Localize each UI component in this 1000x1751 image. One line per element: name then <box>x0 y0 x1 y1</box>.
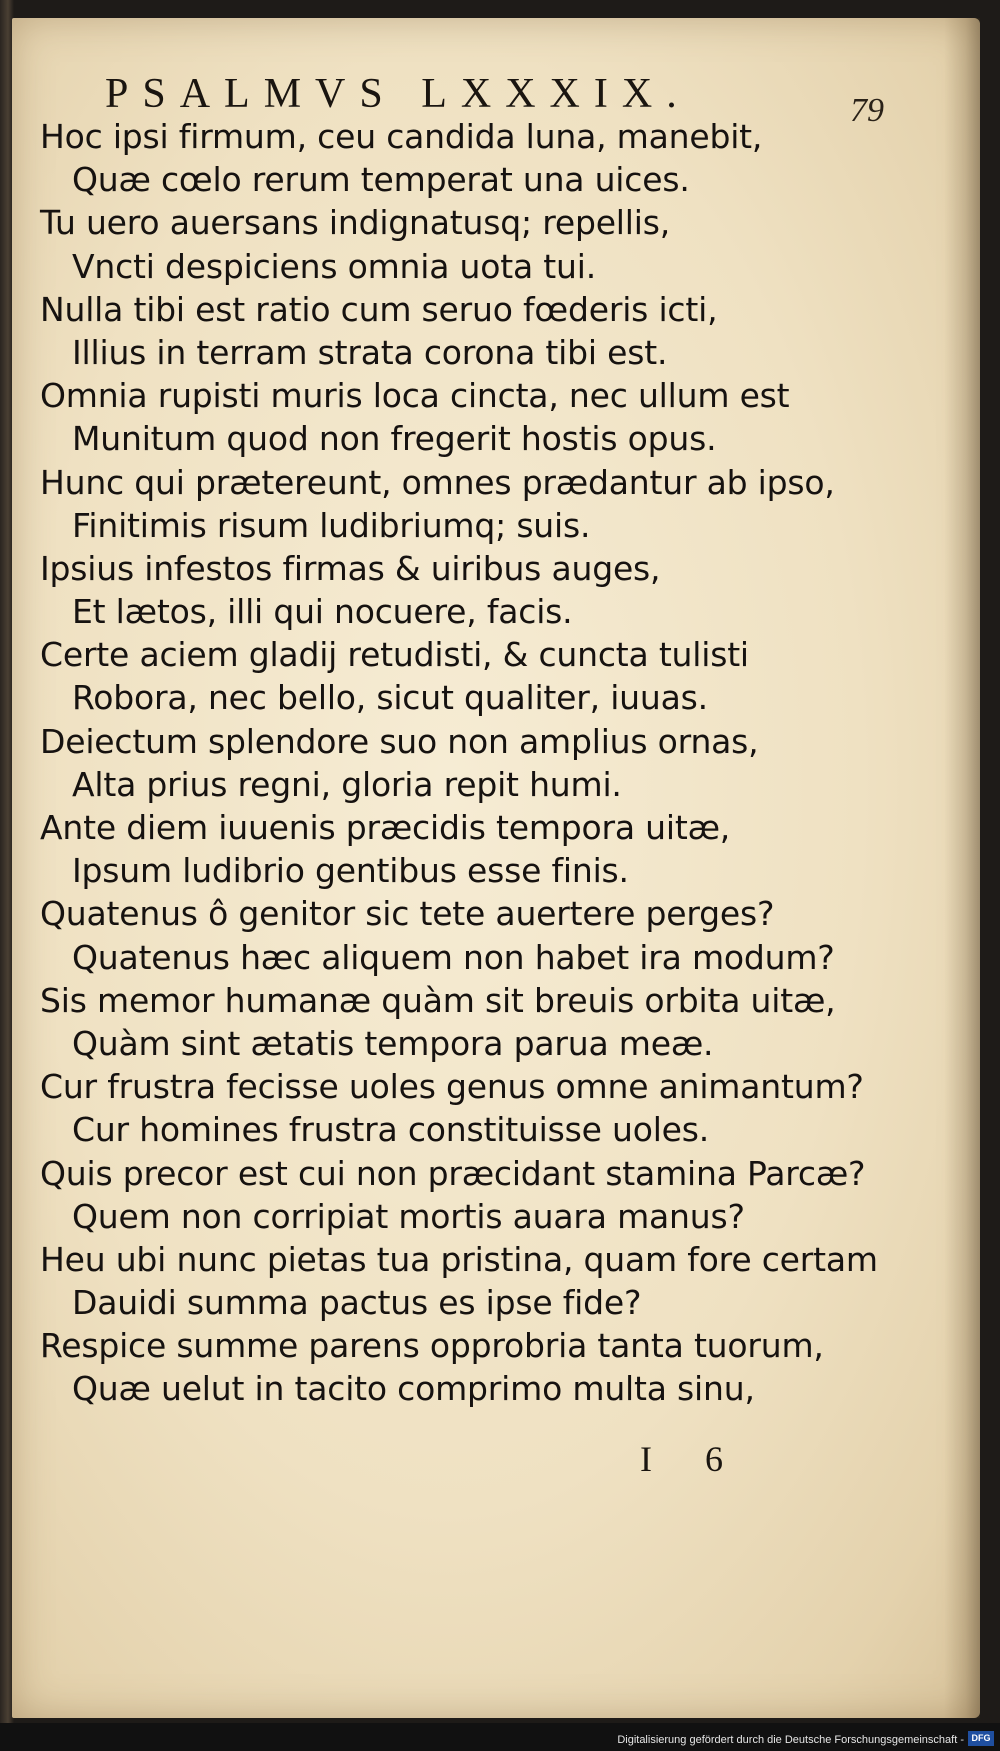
dfg-logo: DFG <box>968 1731 994 1746</box>
running-headline: PSALMVS LXXXIX. <box>105 71 691 117</box>
verse-line: Omnia rupisti muris loca cincta, nec ullum est <box>40 376 790 416</box>
verse-line: Heu ubi nunc pietas tua pristina, quam fore certam <box>40 1239 878 1279</box>
page-number: 79 <box>850 92 884 129</box>
verse-line: Cur homines frustra constituisse uoles. <box>72 1110 710 1150</box>
verse-line: Ante diem iuuenis præcidis tempora uitæ, <box>40 808 731 847</box>
verse-line: Certe aciem gladij retudisti, & cuncta tulisti <box>40 635 749 675</box>
verse-line: Munitum quod non fregerit hostis opus. <box>72 419 717 459</box>
verse-line: Ipsius infestos firmas & uiribus auges, <box>40 548 661 588</box>
verse-line: Sis memor humanæ quàm sit breuis orbita uitæ, <box>40 980 836 1020</box>
verse-line: Tu uero auersans indignatusq; repellis, <box>40 203 670 243</box>
verse-line: Robora, nec bello, sicut qualiter, iuuas. <box>72 678 708 718</box>
verse-line: Quatenus ô genitor sic tete auertere perges? <box>40 894 775 934</box>
verse-line: Respice summe parens opprobria tanta tuorum, <box>40 1326 824 1366</box>
signature-mark: I 6 <box>640 1439 745 1479</box>
verse-line: Quatenus hæc aliquem non habet ira modum? <box>72 937 835 977</box>
verse-line: Alta prius regni, gloria repit humi. <box>72 764 622 804</box>
verse-line: Et lætos, illi qui nocuere, facis. <box>72 592 573 632</box>
digitization-footer <box>0 1723 1000 1751</box>
footer-credit: Digitalisierung gefördert durch die Deutsche Forschungsgemeinschaft - <box>617 1734 964 1746</box>
verse-line: Finitimis risum ludibriumq; suis. <box>72 505 591 545</box>
verse-line: Nulla tibi est ratio cum seruo fœderis icti, <box>40 289 718 329</box>
verse-line: Ipsum ludibrio gentibus esse finis. <box>72 851 629 891</box>
verse-line: Quis precor est cui non præcidant stamina Parcæ? <box>40 1153 866 1193</box>
verse-line: Quàm sint ætatis tempora parua meæ. <box>72 1023 714 1063</box>
verse-line: Quem non corripiat mortis auara manus? <box>72 1196 745 1236</box>
verse-line: Hoc ipsi firmum, ceu candida luna, manebit, <box>40 117 763 156</box>
verse-line: Quæ cœlo rerum temperat una uices. <box>72 160 690 200</box>
verse-line: Quæ uelut in tacito comprimo multa sinu, <box>72 1369 755 1409</box>
verse-line: Hunc qui prætereunt, omnes prædantur ab ipso, <box>40 462 835 502</box>
verse-line: Illius in terram strata corona tibi est. <box>72 332 668 372</box>
verse-line: Deiectum splendore suo non amplius ornas, <box>40 721 759 761</box>
verse-line: Dauidi summa pactus es ipse fide? <box>72 1283 642 1323</box>
verse-line: Cur frustra fecisse uoles genus omne animantum? <box>40 1067 864 1107</box>
verse-line: Vncti despiciens omnia uota tui. <box>72 246 597 286</box>
verse-text <box>40 115 880 1411</box>
